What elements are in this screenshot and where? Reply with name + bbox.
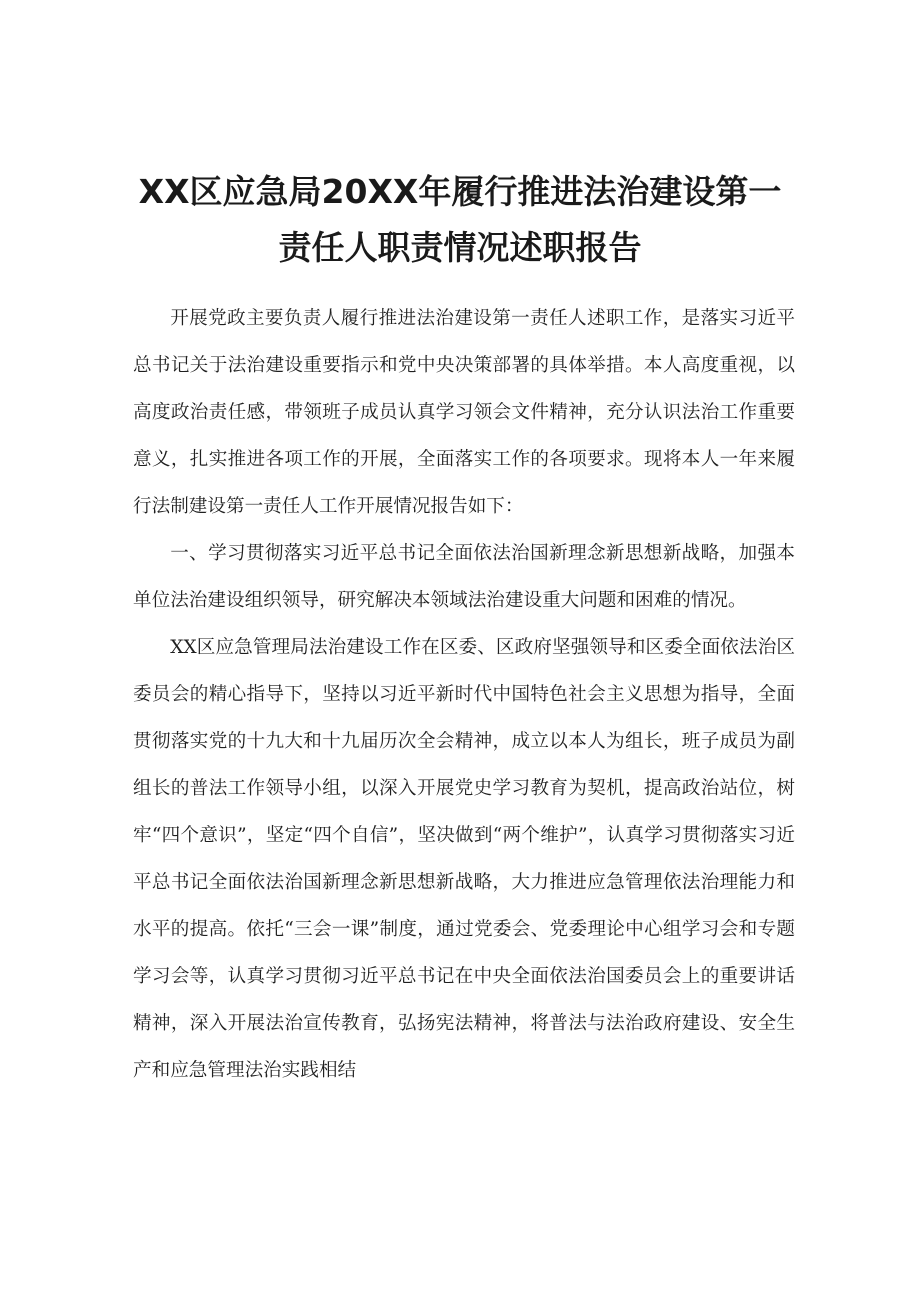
section-one-heading-paragraph: 一、学习贯彻落实习近平总书记全面依法治国新理念新思想新战略，加强本单位法治建设组织领导，研究解决本领域法治建设重大问题和困难的情况。 bbox=[133, 543, 795, 611]
document-title-line-1: XX区应急局20XX年履行推进法治建设第一 bbox=[138, 172, 782, 211]
section-one-body-paragraph: XX区应急管理局法治建设工作在区委、区政府坚强领导和区委全面依法治区委员会的精心指导下，坚持以习近平新时代中国特色社会主义思想为指导，全面贯彻落实党的十九大和十九届历次全会精神，成立以本人为组长，班子成员为副组长的普法工作领导小组，以深入开展党史学习教育为契机，提高政治站位，树牢“四个意识”，坚定“四个自信”，坚决做到“两个维护”，认真学习贯彻落实习近平总书记全面依法治国新理念新思想新战略，大力推进应急管理依法治理能力和水平的提高。依托“三会一课”制度，通过党委会、党委理论中心组学习会和专题学习会等，认真学习贯彻习近平总书记在中央全面依法治国委员会上的重要讲话精神，深入开展法治宣传教育，弘扬宪法精神，将普法与法治政府建设、安全生产和应急管理法治实践相结 bbox=[133, 637, 795, 1081]
document-body bbox=[133, 295, 795, 1094]
document-title-line-2: 责任人职责情况述职报告 bbox=[278, 228, 642, 267]
intro-paragraph: 开展党政主要负责人履行推进法治建设第一责任人述职工作，是落实习近平总书记关于法治建设重要指示和党中央决策部署的具体举措。本人高度重视，以高度政治责任感，带领班子成员认真学习领会文件精神，充分认识法治工作重要意义，扎实推进各项工作的开展，全面落实工作的各项要求。现将本人一年来履行法制建设第一责任人工作开展情况报告如下： bbox=[133, 308, 795, 517]
